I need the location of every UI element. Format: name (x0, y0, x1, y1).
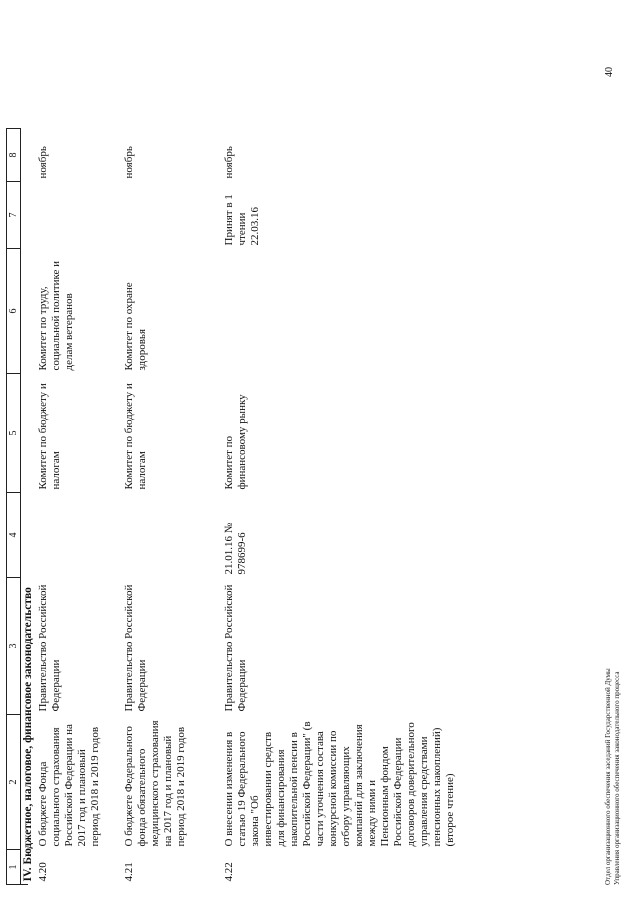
bill-name: О внесении изменения в статью 19 Федерального закона "Об инвестировании средств для финансирования накопительной пенсии в Российской Федерации" (в части уточнения состава конкурсной комиссии по отбору управляющих компаний для заключения между ними и Пенсионным фондом Российской Федерации договоров доверительного управления средствами пенсионных накоплений) (второе чтение) (223, 721, 456, 847)
planned-month: ноябрь (37, 146, 49, 179)
table-row (122, 129, 222, 885)
bill-date (122, 493, 222, 578)
col-header-1: 1 (7, 850, 21, 885)
bill-name: О бюджете Федерального фонда обязательного медицинского страхования на 2017 год и плановый период 2018 и 2019 годов (123, 720, 187, 847)
co-executor-committee (222, 249, 458, 374)
column-number-row (7, 129, 21, 885)
page-number: 40 (604, 67, 615, 77)
bill-status (122, 182, 222, 249)
responsible-committee: Комитет по бюджету и налогам (37, 383, 62, 490)
col-header-6: 6 (7, 249, 21, 374)
bill-plan-table (6, 128, 458, 885)
bill-date: 21.01.16 № 978699-6 (223, 522, 248, 575)
col-header-3: 3 (7, 578, 21, 715)
row-number: 4.21 (123, 862, 135, 882)
col-header-2: 2 (7, 715, 21, 850)
col-header-8: 8 (7, 129, 21, 182)
row-number: 4.20 (37, 862, 49, 882)
section-row (21, 129, 37, 885)
section-title: IV. Бюджетное, налоговое, финансовое законодательство (22, 587, 34, 882)
left-rule (6, 884, 28, 885)
footer (604, 668, 622, 885)
col-header-4: 4 (7, 493, 21, 578)
bill-initiator: Правительство Российской Федерации (37, 584, 62, 712)
co-executor-committee: Комитет по охране здоровья (123, 282, 148, 371)
responsible-committee: Комитет по финансовому рынку (223, 394, 248, 490)
bill-name: О бюджете Фонда социального страхования Российской Федерации на 2017 год и плановый период 2018 и 2019 годов (37, 724, 101, 847)
planned-month: ноябрь (123, 146, 135, 179)
bill-status: Принят в 1 чтении 22.03.16 (223, 194, 261, 246)
responsible-committee: Комитет по бюджету и налогам (123, 383, 148, 490)
footer-line-2: Управления организационного обеспечения законодательного процесса (613, 671, 621, 885)
footer-line-1: Отдел организационного обеспечения заседаний Государственной Думы (604, 668, 612, 885)
bill-initiator: Правительство Российской Федерации (223, 584, 248, 712)
co-executor-committee: Комитет по труду, социальной политике и делам ветеранов (37, 260, 75, 371)
table-row (222, 129, 458, 885)
table-row (36, 129, 122, 885)
bill-date (36, 493, 122, 578)
bill-status (36, 182, 122, 249)
bill-initiator: Правительство Российской Федерации (123, 584, 148, 712)
row-number: 4.22 (223, 862, 235, 882)
col-header-7: 7 (7, 182, 21, 249)
planned-month: ноябрь (223, 146, 235, 179)
col-header-5: 5 (7, 374, 21, 493)
